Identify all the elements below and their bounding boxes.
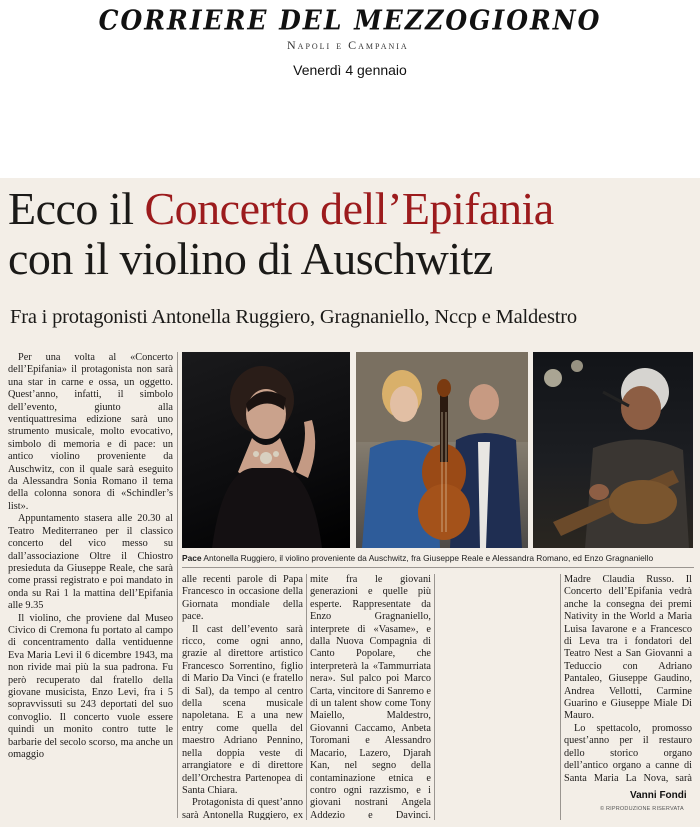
caption-text: Antonella Ruggiero, il violino proveniente da Auschwitz, fra Giuseppe Reale e Alessandra Romano, ed Enzo Gragnaniello	[201, 553, 654, 563]
masthead-subtitle: Napoli e Campania	[287, 38, 409, 52]
violin-illustration	[356, 352, 528, 548]
paragraph: Il violino, che proviene dal Museo Civico di Cremona fu portato al campo di concentramento dalla ventiduenne Eva Maria Levi il 6 dicembre 1943, ma non rivide mai più la sua padrona. Fu però recuperato dal fratello della giovane musicista, Enzo Levi, fra i 5 sopravvissuti su 243 deportati del suo convoglio. Il concerto vuole essere quindi un monito contro tutte le barbarie del secolo scorso, ma anche un omaggio	[8, 612, 173, 760]
column-divider	[560, 574, 561, 820]
column-divider	[177, 352, 178, 818]
masthead-title: CORRIERE DEL MEZZOGIORNO	[98, 4, 602, 37]
copyright-notice: © RIPRODUZIONE RISERVATA	[600, 806, 684, 812]
paragraph: Il cast dell’evento sarà ricco, come ogni anno, grazie al direttore artistico Francesco Sorrentino, figlio di Mario Da Vinci (e fratello di Sal), da tempo al centro della scena musicale napoletana. E a una new entry come quella del maestro Adriano Pennino, nella doppia veste di arrangiatore e di direttore dell’Orchestra Partenopea di Santa Chiara.	[182, 623, 303, 796]
paragraph: Protagonista di quest’anno sarà Antonella Ruggiero, ex	[182, 797, 303, 820]
column-divider	[306, 574, 307, 820]
article-column-4	[564, 574, 692, 786]
photo-violin-presentation	[356, 352, 528, 548]
subheadline: Fra i protagonisti Antonella Ruggiero, Gragnaniello, Nccp e Maldestro	[10, 306, 577, 328]
article-column-1	[8, 352, 173, 818]
author-byline: Vanni Fondi	[630, 790, 687, 801]
paragraph: Per una volta al «Concerto dell’Epifania» il protagonista non sarà una star in carne e ossa, un oggetto. Quest’anno, infatti, il simbolo dell’evento, giunto alla ventiquattresima edizione sarà uno strumento musicale, molto evocativo, simbolo di memoria e di pace: un antico violino proveniente da Auschwitz, con il quale sarà eseguito da Alessandra Sonia Romano il tema della colonna sonora di «Schindler’s list».	[8, 352, 173, 512]
paragraph: Lo spettacolo, promosso quest’anno per il restauro dello storico organo dell’antico organo a canne di Santa Maria La Nova, sarà	[564, 722, 692, 784]
caption-rule	[182, 567, 694, 568]
issue-date: Venerdì 4 gennaio	[293, 62, 407, 78]
caption-label: Pace	[182, 553, 202, 563]
singer-illustration	[182, 352, 350, 548]
headline-accent: Concerto dell’Epifania	[144, 183, 554, 234]
photo-antonella-ruggiero	[182, 352, 350, 548]
paragraph: alle recenti parole di Papa Francesco in occasione della Giornata mondiale della pace.	[182, 574, 303, 623]
headline-line-2: con il violino di Auschwitz	[8, 233, 493, 284]
paragraph: Appuntamento stasera alle 20.30 al Teatro Mediterraneo per il classico concerto del vico messo su dall’associazione Oltre il Chiostro presieduta da Giuseppe Reale, che sarà come prassi registrato e poi mandato in onda su Rai 1 la mattina dell’Epifania alle 9.35	[8, 513, 173, 612]
paragraph: Madre Claudia Russo. Il Concerto dell’Epifania vedrà anche la consegna dei premi Nativity in the World a Maria Luisa Iavarone e a Francesco di Leva tra i fondatori del Teatro Nest a San Giovanni a Teduccio con Adriano Pantaleo, Giuseppe Gaudino, Andrea Vellotti, Carmine Guarino e Giuseppe Miale Di Mauro.	[564, 574, 692, 722]
photo-enzo-gragnaniello	[533, 352, 693, 548]
article-column-2	[182, 574, 303, 820]
guitarist-illustration	[533, 352, 693, 548]
headline-part-1: Ecco il	[8, 183, 145, 234]
paragraph: mite fra le giovani generazioni e quelle più esperte. Rappresentate da Enzo Gragnaniello, interprete di «Vasame», e dalla Nuova Compagnia di Canto Popolare, che interpreterà la «Tammurriata nera». Sul palco poi Marco Carta, vincitore di Sanremo e di un talent show come Tony Maiello, Maldestro, Giovanni Caccamo, Anbeta Toromani e Alessandro Macario, Lazero, Djarah Kan, nel segno della contaminazione etnica e contro ogni razzismo, e i giovani nostrani Angela Addezio e Davinci.	[310, 574, 431, 820]
photo-caption	[182, 553, 694, 563]
headline	[8, 184, 692, 284]
article-column-3	[310, 574, 431, 820]
masthead	[0, 0, 700, 90]
column-divider	[434, 574, 435, 820]
